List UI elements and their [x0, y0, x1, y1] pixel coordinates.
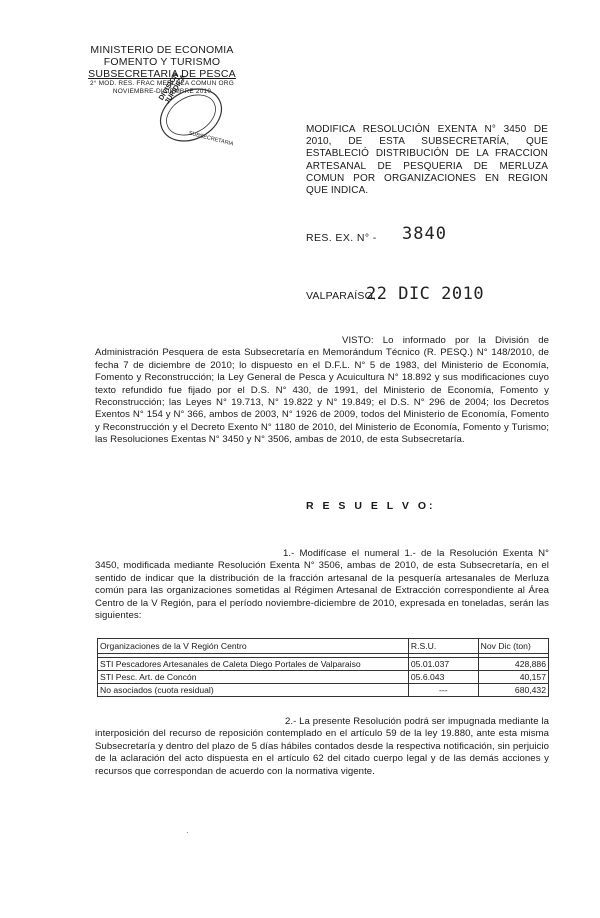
resolution-subject: MODIFICA RESOLUCIÓN EXENTA N° 3450 DE 2010, DE ESTA SUBSECRETARÍA, QUE ESTABLECIÓ DISTRIBUCIÓN DE LA FRACCION ARTESANAL DE PESQUERIA DE MERLUZA COMUN POR ORGANIZACIONES EN REGION QUE INDICA. [306, 124, 548, 197]
footer-mark: · [186, 828, 189, 837]
table-row [98, 671, 549, 684]
table-row [98, 658, 549, 671]
subsecretaria-name: SUBSECRETARIA DE PESCA [88, 68, 236, 80]
table-header-cell: Organizaciones de la V Región Centro [98, 639, 409, 654]
resolution-date: 22 DIC 2010 [366, 284, 485, 304]
resolution-number-label: RES. EX. N° - [306, 232, 377, 244]
visto-paragraph: VISTO: Lo informado por la División de Administración Pesquera de esta Subsecretaría en Memorándum Técnico (R. PESQ.) N° 148/2010, de fecha 7 de diciembre de 2010; lo dispuesto en el D.F.L. N° 5 de 1983, del Ministerio de Economía, Fomento y Reconstrucción; la Ley General de Pesca y Acuicultura N° 18.892 y sus modificaciones cuyo texto refundido fue fijado por el D.S. N° 430, de 1991, del Ministerio de Economía, Fomento y Reconstrucción; las Leyes N° 19.713, N° 19.822 y N° 19.849; el D.S. N° 296 de 2004; los Decretos Exentos N° 154 y N° 366, ambos de 2003, N° 1926 de 2009, todos del Ministerio de Economía, Fomento y Reconstrucción y el Decreto Exento N° 1180 de 2010, del Ministerio de Economía, Fomento y Turismo; las Resoluciones Exentas N° 3450 y N° 3506, ambas de 2010, de esta Subsecretaría. [95, 335, 549, 446]
table-cell: STI Pescadores Artesanales de Caleta Diego Portales de Valparaiso [98, 658, 409, 671]
table-cell: 428,886 [478, 658, 548, 671]
table-header-cell: Nov Dic (ton) [478, 639, 548, 654]
stamp-label-top: DIVISION JURIDICA [158, 71, 188, 106]
resuelvo-heading: R E S U E L V O: [306, 500, 436, 512]
table-cell: STI Pesc. Art. de Concón [98, 671, 409, 684]
point-one-paragraph: 1.- Modifícase el numeral 1.- de la Resolución Exenta N° 3450, modificada mediante Resolución Exenta N° 3506, ambas de 2010, de esta Subsecretaría, en el sentido de indicar que la distribución de la fracción artesanal de la pesquería artesanales de Merluza común para las organizaciones sometidas al Régimen Artesanal de Extracción correspondiente al Área Centro de la V Región, para el período noviembre-diciembre de 2010, expresada en toneladas, serán las siguientes: [95, 548, 549, 622]
file-period: NOVIEMBRE-DICIEMBRE 2010 [112, 88, 212, 95]
table-cell: 05.6.043 [408, 671, 478, 684]
table-row [98, 684, 549, 697]
table-header-cell: R.S.U. [408, 639, 478, 654]
ministry-sub: FOMENTO Y TURISMO [103, 56, 221, 68]
table-cell: 680,432 [478, 684, 548, 697]
organizations-table [97, 638, 549, 697]
table-cell: 05.01.037 [408, 658, 478, 671]
point-two-paragraph: 2.- La presente Resolución podrá ser impugnada mediante la interposición del recurso de reposición contemplado en el artículo 59 de la ley 19.880, ante esta misma Subsecretaría y dentro del plazo de 5 días hábiles contados desde la respectiva notificación, sin perjuicio de la aclaración del acto dispuesta en el artículo 62 del citado cuerpo legal y de las demás acciones y recursos que correspondan de acuerdo con la normativa vigente. [95, 716, 549, 777]
resolution-number: 3840 [402, 224, 447, 244]
table-cell: No asociados (cuota residual) [98, 684, 409, 697]
file-ref: 2° MOD. RES. FRAC MERLUZA COMUN ORG [90, 80, 234, 87]
table-cell: 40,157 [478, 671, 548, 684]
table-header-row [98, 639, 549, 654]
place-label: VALPARAÍSO, [306, 290, 377, 302]
table-cell: --- [408, 684, 478, 697]
stamp-label-bottom: SUBSECRETARIA [187, 130, 235, 148]
ministry-name: MINISTERIO DE ECONOMIA [90, 44, 234, 56]
